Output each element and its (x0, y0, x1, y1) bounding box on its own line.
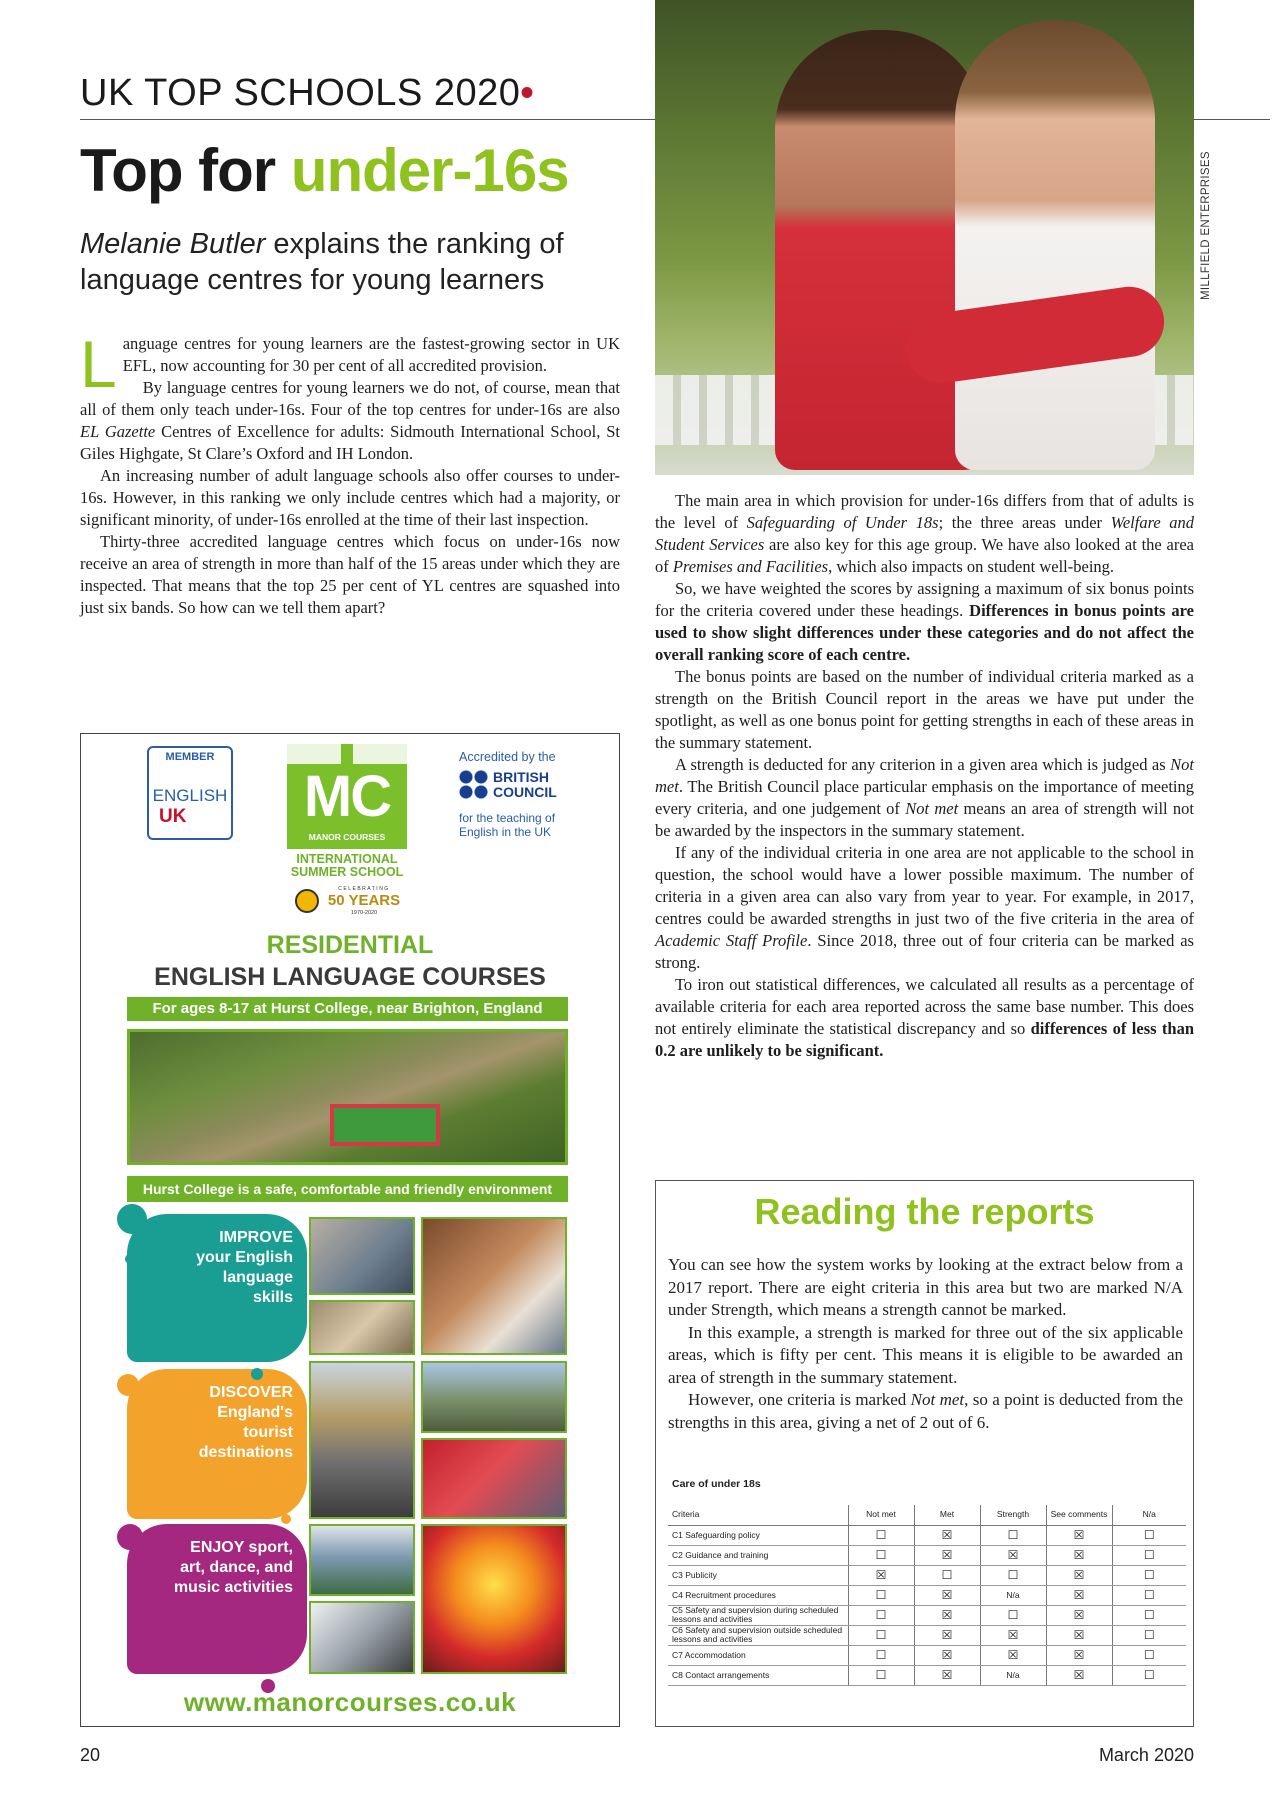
criterion-name: C7 Accommodation (668, 1645, 848, 1665)
left-column (80, 327, 620, 619)
page-number: 20 (80, 1745, 101, 1765)
criterion-name: C6 Safety and supervision outside scheduled lessons and activities (668, 1625, 848, 1645)
checkbox-icon: ☐ (1007, 1528, 1019, 1542)
ad-website-url: www.manorcourses.co.uk (183, 1687, 517, 1717)
checkbox-icon: ☒ (1007, 1548, 1019, 1562)
checkbox-icon: ☐ (941, 1568, 953, 1582)
checkbox-icon: ☐ (1143, 1548, 1155, 1562)
paragraph: The main area in which provision for under-16s differs from that of adults is the level of Safeguarding of Under 18s; the three areas under Welfare and Student Services are also key for this age group. We have also looked at the area of Premises and Facilities, which also impacts on student well-being. (655, 491, 1195, 576)
dance-stage-photo (421, 1524, 567, 1674)
checkbox-icon: ☒ (1073, 1668, 1085, 1682)
author-name: Melanie Butler (80, 228, 266, 260)
medal-icon (295, 889, 319, 913)
strength-na-label: N/a (980, 1665, 1046, 1685)
checkbox-icon: ☐ (1143, 1528, 1155, 1542)
checkbox-icon: ☒ (941, 1528, 953, 1542)
english-uk-member-logo: MEMBER ENGLISH UK (147, 746, 233, 840)
students-group-photo (309, 1300, 415, 1355)
decorative-dot (125, 1254, 135, 1264)
checkbox-icon: ☒ (941, 1668, 953, 1682)
checkbox-icon: ☐ (1007, 1608, 1019, 1622)
column-header: Met (914, 1505, 980, 1525)
music-photo (309, 1601, 415, 1674)
accreditation-scope: for the teaching of English in the UK (459, 811, 556, 839)
decorative-dot (117, 1204, 147, 1234)
criteria-table (668, 1505, 1186, 1686)
checkbox-icon: ☒ (1073, 1628, 1085, 1642)
discover-bubble: DISCOVER England's tourist destinations (127, 1369, 307, 1519)
paragraph: By language centres for young learners we do not, of course, mean that all of them only teach under-16s. Four of the top centres for under-16s are also EL Gazette Centres of Excellence for adults: Sidmouth International School, St Giles Highgate, St Clare’s Oxford and IH London. (80, 378, 620, 463)
checkbox-icon: ☐ (1143, 1668, 1155, 1682)
paragraph: If any of the individual criteria in one area are not applicable to the school in question, the school would have a lower possible maximum. The number of criteria in a given area can also vary from year to year. For example, in 2017, centres could be awarded strengths in just two of the five criteria in the area of Academic Staff Profile. Since 2018, three out of four criteria can be marked as strong. (655, 843, 1194, 972)
right-column (655, 490, 1194, 1062)
criterion-name: C2 Guidance and training (668, 1545, 848, 1565)
photo-person-left (775, 30, 985, 470)
checkbox-icon: ☐ (1143, 1588, 1155, 1602)
british-council-logo: BRITISH COUNCIL (459, 768, 569, 802)
checkbox-icon: ☐ (1143, 1648, 1155, 1662)
fairground-photo (421, 1438, 567, 1519)
campus-aerial-photo (127, 1029, 568, 1165)
checkbox-icon: ☐ (875, 1548, 887, 1562)
checkbox-icon: ☒ (941, 1628, 953, 1642)
paragraph: So, we have weighted the scores by assigning a maximum of six bonus points for the criteria covered under these headings. Differences in bonus points are used to show slight differences under these categories and do not affect the overall ranking score of each centre. (655, 579, 1194, 664)
table-row (668, 1545, 1186, 1565)
checkbox-icon: ☒ (875, 1568, 887, 1582)
improve-bubble: IMPROVE your English language skills (127, 1214, 307, 1362)
advertisement: MEMBER ENGLISH UK MC MANOR COURSES INTERNATIONAL SUMMER SCHOOL CELEBRATING 50 YEARS 1970-2020 Accredited by the BRITISH COUNCIL for the teaching of English in the UK RESIDENTIAL ENGLISH LANGUAGE COURSES For ages 8-17 at Hurst College, near Brighton, England Hurst College is a safe, comfortable and friendly environment IMPROVE your English language skills DISCOVER England's tourist destinations ENJOY sport, art, dance, and music activities www.manorcourses.co.uk (80, 733, 620, 1727)
paragraph: The bonus points are based on the number of individual criteria marked as a strength on the British Council report in the areas we have put under the spotlight, as well as one bonus point for getting strengths in each of these areas in the summary statement. (655, 667, 1194, 752)
checkbox-icon: ☒ (1007, 1628, 1019, 1642)
checkbox-icon: ☐ (875, 1668, 887, 1682)
table-row (668, 1605, 1186, 1625)
accreditation-label: Accredited by the (459, 750, 556, 764)
decorative-dot (117, 1374, 139, 1396)
checkbox-icon: ☒ (1073, 1648, 1085, 1662)
checkbox-icon: ☒ (1073, 1548, 1085, 1562)
checkbox-icon: ☐ (875, 1648, 887, 1662)
sports-pitch (330, 1104, 440, 1146)
hero-photo (655, 0, 1194, 475)
enjoy-bubble: ENJOY sport, art, dance, and music activities (127, 1524, 307, 1674)
checkbox-icon: ☒ (1073, 1608, 1085, 1622)
checkbox-icon: ☐ (875, 1528, 887, 1542)
issue-date: March 2020 (1098, 1745, 1194, 1765)
paragraph: In this example, a strength is marked for three out of the six applicable areas, which is fifty per cent. This means it is eligible to be awarded an area of strength in the summary statement. (668, 1322, 1183, 1387)
column-header: Criteria (668, 1505, 848, 1525)
criterion-name: C3 Publicity (668, 1565, 848, 1585)
excursion-photo (421, 1361, 567, 1433)
photo-credit: MILLFIELD ENTERPRISES (1200, 151, 1212, 300)
ages-banner: For ages 8-17 at Hurst College, near Brighton, England (127, 997, 568, 1021)
safe-banner: Hurst College is a safe, comfortable and friendly environment (127, 1176, 568, 1202)
criterion-name: C4 Recruitment procedures (668, 1585, 848, 1605)
checkbox-icon: ☐ (1007, 1568, 1019, 1582)
drop-cap: L (80, 327, 117, 401)
photo-person-right (955, 20, 1155, 470)
checkbox-icon: ☒ (941, 1588, 953, 1602)
table-row (668, 1565, 1186, 1585)
criterion-name: C1 Safeguarding policy (668, 1525, 848, 1545)
checkbox-icon: ☐ (875, 1628, 887, 1642)
decorative-dot (117, 1524, 143, 1550)
table-row (668, 1665, 1186, 1685)
students-writing-photo (421, 1217, 567, 1355)
checkbox-icon: ☒ (941, 1608, 953, 1622)
checkbox-icon: ☐ (875, 1588, 887, 1602)
classroom-photo (309, 1217, 415, 1295)
decorative-dot (281, 1514, 291, 1524)
paragraph: An increasing number of adult language schools also offer courses to under-16s. However, in this ranking we only include centres which had a majority, or significant minority, of under-16s enrolled at the time of their last inspection. (80, 466, 620, 529)
paragraph-intro: Language centres for young learners are the fastest-growing sector in UK EFL, now accounting for 30 per cent of all accredited provision. (80, 327, 620, 401)
checkbox-icon: ☐ (875, 1608, 887, 1622)
decorative-dot (251, 1368, 263, 1380)
section-dot: • (520, 72, 535, 114)
paragraph: To iron out statistical differences, we calculated all results as a percentage of available criteria for each area reported across the same base number. This does not entirely eliminate the statistical discrepancy and so differences of less than 0.2 are unlikely to be significant. (655, 975, 1195, 1060)
article-title: Top for under-16s (80, 137, 569, 204)
table-row (668, 1645, 1186, 1665)
british-council-dots-icon (459, 770, 489, 800)
checkbox-icon: ☒ (1073, 1588, 1085, 1602)
column-header: Strength (980, 1505, 1046, 1525)
union-flag-motif (287, 744, 407, 764)
column-header: N/a (1112, 1505, 1186, 1525)
paragraph: You can see how the system works by looking at the extract below from a 2017 report. There are eight criteria in this area but two are marked N/A under Strength, which means a strength cannot be marked. (668, 1255, 1183, 1319)
criterion-name: C5 Safety and supervision during scheduled lessons and activities (668, 1605, 848, 1625)
checkbox-icon: ☒ (1073, 1528, 1085, 1542)
ad-headline: RESIDENTIAL (266, 931, 434, 959)
checkbox-icon: ☐ (1143, 1608, 1155, 1622)
sports-photo (309, 1524, 415, 1596)
paragraph: A strength is deducted for any criterion in a given area which is judged as Not met. The British Council place particular emphasis on the importance of meeting every criteria, and one judgement of Not met means an area of strength will not be awarded by the inspectors in the summary statement. (655, 755, 1194, 840)
big-ben-photo (309, 1361, 415, 1519)
paragraph: Thirty-three accredited language centres which focus on under-16s now receive an area of strength in more than half of the 15 areas under which they are inspected. That means that the top 25 per cent of YL centres are squashed into just six bands. So how can we tell them apart? (80, 532, 620, 617)
strength-na-label: N/a (980, 1585, 1046, 1605)
ad-subheadline: ENGLISH LANGUAGE COURSES (154, 963, 546, 991)
criterion-name: C8 Contact arrangements (668, 1665, 848, 1685)
table-row (668, 1525, 1186, 1545)
table-row (668, 1585, 1186, 1605)
paragraph: However, one criteria is marked Not met, so a point is deducted from the strengths in this area, giving a net of 2 out of 6. (668, 1390, 1183, 1432)
checkbox-icon: ☒ (941, 1548, 953, 1562)
article-title-accent: under-16s (290, 137, 569, 204)
checkbox-icon: ☒ (1073, 1568, 1085, 1582)
column-header: See comments (1046, 1505, 1112, 1525)
table-header-row (668, 1505, 1186, 1525)
checkbox-icon: ☐ (1143, 1568, 1155, 1582)
table-title: Care of under 18s (672, 1478, 761, 1490)
school-name: INTERNATIONAL SUMMER SCHOOL (290, 852, 404, 879)
checkbox-icon: ☐ (1143, 1628, 1155, 1642)
reading-reports-box (655, 1180, 1194, 1727)
box-body (668, 1254, 1183, 1434)
column-header: Not met (848, 1505, 914, 1525)
manor-courses-logo: MC MANOR COURSES (287, 744, 407, 849)
standfirst: Melanie Butler explains the ranking of language centres for young learners (80, 228, 564, 296)
table-row (668, 1625, 1186, 1645)
section-heading: UK TOP SCHOOLS 2020• (80, 72, 535, 114)
checkbox-icon: ☒ (941, 1648, 953, 1662)
box-title: Reading the reports (754, 1191, 1095, 1232)
checkbox-icon: ☒ (1007, 1648, 1019, 1662)
